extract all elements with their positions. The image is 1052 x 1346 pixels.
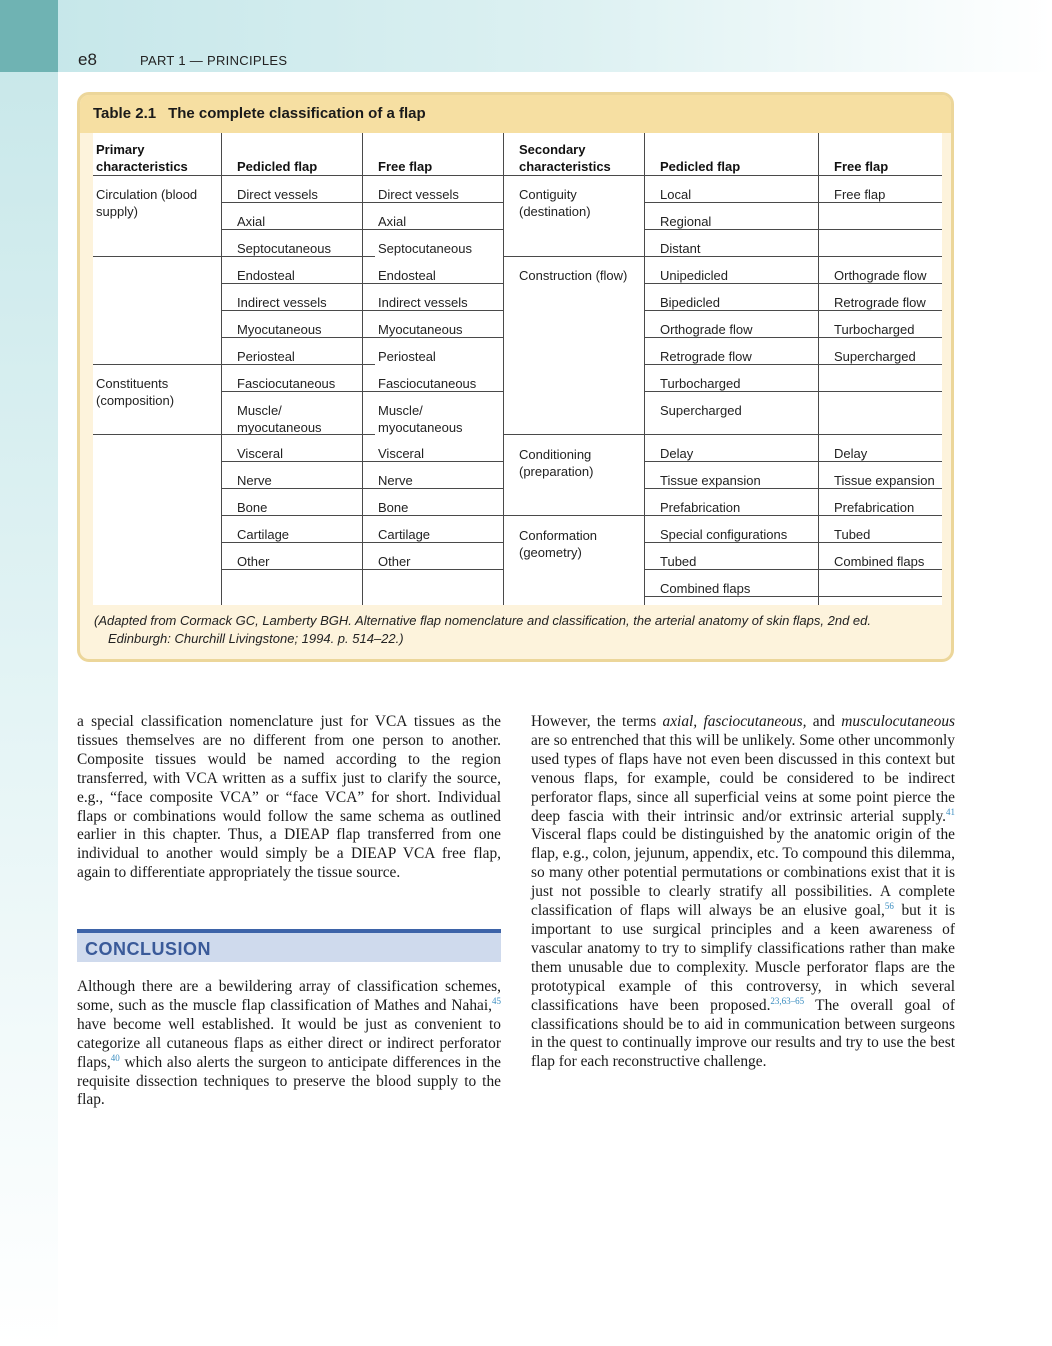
classification-table (93, 133, 942, 605)
text-run: However, the terms (531, 713, 663, 730)
table-cell-secondary-free: Supercharged (834, 349, 916, 364)
row-rule (503, 256, 942, 257)
row-rule (644, 488, 942, 489)
table-cell-secondary-pedicled: Delay (660, 446, 694, 461)
reference-56[interactable]: 56 (884, 900, 894, 911)
text-run: The overall goal of classifications should be to aid in communication between surgeons in the quest to continually improve our results and try to use the best flap for each reconstructive challenge. (531, 996, 956, 1071)
table-cell-pedicled: Periosteal (237, 349, 295, 364)
table-cell-free: Periosteal (378, 349, 436, 364)
row-rule (644, 542, 942, 543)
column-divider (362, 133, 363, 605)
row-rule (644, 337, 942, 338)
table-cell-pedicled: Septocutaneous (237, 241, 331, 256)
row-rule (644, 283, 942, 284)
left-column-top (77, 713, 501, 883)
table-cell-secondary-pedicled: Prefabrication (660, 500, 741, 515)
table-title (93, 105, 426, 122)
header-primary: Primary characteristics (96, 142, 188, 174)
primary-group-circulation: Circulation (blood supply) (96, 187, 198, 219)
table-box (77, 92, 954, 662)
right-column (531, 713, 955, 1072)
header-pedicled: Pedicled flap (237, 159, 318, 174)
paragraph (531, 713, 955, 1072)
table-cell-pedicled: Fasciocutaneous (237, 376, 336, 391)
chapter-tab (0, 0, 58, 72)
text-run: and (806, 713, 842, 730)
caption-line-2: Edinburgh: Churchill Livingstone; 1994. p. 514–22.) (108, 631, 404, 646)
page-number: e8 (78, 50, 97, 69)
column-divider (503, 133, 504, 605)
column-divider (644, 133, 645, 605)
table-cell-free: Cartilage (378, 527, 431, 542)
table-cell-secondary-pedicled: Special configurations (660, 527, 788, 542)
text-run-italic: musculocutaneous (841, 713, 955, 730)
table-cell-secondary-pedicled: Local (660, 187, 692, 202)
table-cell-secondary-pedicled: Regional (660, 214, 712, 229)
table-cell-free: Axial (378, 214, 407, 229)
row-rule (93, 256, 375, 257)
table-grid (93, 133, 942, 605)
table-cell-pedicled: Indirect vessels (237, 295, 327, 310)
header-free: Free flap (378, 159, 433, 174)
text-run: are so entrenched that this will be unlikely. Some other uncommonly used types of flaps have not even been discussed in this context but venous flaps, for example, could be considered to be indirect perforator flaps, since all superficial veins at some point pierce the deep fascia with their intrinsic and/or extrinsic arterial supply. (531, 731, 955, 825)
table-cell-secondary-pedicled: Distant (660, 241, 701, 256)
table-cell-secondary-pedicled: Turbocharged (660, 376, 741, 391)
primary-group-constituents: Constituents (composition) (96, 376, 175, 408)
row-rule (644, 310, 942, 311)
table-cell-secondary-pedicled: Orthograde flow (660, 322, 753, 337)
row-rule (644, 596, 942, 597)
row-rule (644, 202, 942, 203)
conclusion-heading-bar (77, 929, 501, 962)
text-run: Visceral flaps could be distinguished by the anatomic origin of the flap, e.g., colon, jejunum, appendix, etc. To compound this dilemma, so many other potential permutations or combinations exist that it is just not possible to clearly stratify all possibilities. A complete classification of flaps will always be an elusive goal, (531, 826, 955, 920)
paragraph: a special classification nomenclature just for VCA tissues as the tissues themselves are no different from one person to another. Composite tissues would be named according to the region transferred, with VCA written as a suffix just to clarify the source, e.g., “face composite VCA” or “face VCA” for short. Individual flaps or combinations would follow the same schema as outlined earlier in this chapter. Thus, a DIEAP flap transferred from one individual to another would simply be a DIEAP VCA free flap, again to differentiate appropriately the tissue source. (77, 713, 501, 882)
secondary-group-conformation: Conformation (geometry) (519, 528, 598, 560)
table-cell-pedicled: Myocutaneous (237, 322, 322, 337)
table-cell-pedicled: Axial (237, 214, 266, 229)
row-rule (644, 391, 942, 392)
row-rule (503, 434, 942, 435)
table-cell-secondary-pedicled: Tubed (660, 554, 697, 569)
table-cell-secondary-free: Orthograde flow (834, 268, 927, 283)
text-run: but it is important to use surgical principles and a keen awareness of vascular anatomy to try to simplify classifications rather than make them unusable due to complexity. Muscle perforator flaps are the prototypical example of this controversy, in which several classifications have been proposed. (531, 902, 955, 1014)
table-cell-secondary-pedicled: Bipedicled (660, 295, 720, 310)
row-rule (93, 364, 375, 365)
table-cell-free: Myocutaneous (378, 322, 463, 337)
column-divider (221, 133, 222, 605)
table-cell-secondary-free: Prefabrication (834, 500, 915, 515)
table-cell-free: Indirect vessels (378, 295, 468, 310)
table-cell-secondary-free: Tissue expansion (834, 473, 935, 488)
caption-line-1: (Adapted from Cormack GC, Lamberty BGH. Alternative flap nomenclature and classification, the arterial anatomy of skin flaps, 2nd ed. (94, 613, 871, 628)
row-rule (644, 461, 942, 462)
row-rule (644, 569, 942, 570)
table-cell-pedicled: Cartilage (237, 527, 290, 542)
table-cell-pedicled: Visceral (237, 446, 284, 461)
table-cell-free: Direct vessels (378, 187, 459, 202)
table-title-text: The complete classification of a flap (168, 105, 426, 122)
side-strip (0, 72, 58, 1346)
reference-41[interactable]: 41 (946, 806, 955, 817)
secondary-group-contiguity: Contiguity (destination) (519, 187, 591, 219)
header-free-secondary: Free flap (834, 159, 889, 174)
header-pedicled-secondary: Pedicled flap (660, 159, 741, 174)
row-rule (644, 364, 942, 365)
table-cell-free: Visceral (378, 446, 425, 461)
table-cell-secondary-pedicled: Combined flaps (660, 581, 751, 596)
paragraph (77, 978, 501, 1110)
table-cell-secondary-free: Free flap (834, 187, 886, 202)
table-cell-free: Other (378, 554, 411, 569)
table-cell-free: Fasciocutaneous (378, 376, 477, 391)
table-cell-secondary-free: Tubed (834, 527, 871, 542)
table-cell-pedicled: Endosteal (237, 268, 295, 283)
table-cell-pedicled: Other (237, 554, 270, 569)
table-cell-secondary-free: Combined flaps (834, 554, 925, 569)
table-cell-pedicled: Bone (237, 500, 268, 515)
text-run: Although there are a bewildering array of classification schemes, some, such as the muscle flap classification of Mathes and Nahai, (77, 978, 501, 1014)
table-cell-secondary-free: Turbocharged (834, 322, 915, 337)
conclusion-heading: CONCLUSION (85, 939, 211, 959)
text-run: have become well established. It would be just as convenient to categorize all cutaneous flaps as either direct or indirect perforator flaps, (77, 1015, 501, 1071)
table-cell-pedicled: Direct vessels (237, 187, 318, 202)
table-cell-free: Septocutaneous (378, 241, 472, 256)
table-cell-free: Nerve (378, 473, 413, 488)
table-cell-pedicled: Nerve (237, 473, 272, 488)
table-cell-free: Endosteal (378, 268, 436, 283)
table-cell-secondary-pedicled: Supercharged (660, 403, 742, 418)
table-cell-secondary-pedicled: Tissue expansion (660, 473, 761, 488)
left-column-bottom (77, 978, 501, 1110)
text-run-italic: axial, fasciocutaneous, (662, 713, 807, 730)
table-cell-pedicled: Muscle/ myocutaneous (237, 403, 322, 435)
table-cell-secondary-free: Retrograde flow (834, 295, 926, 310)
table-cell-free: Muscle/ myocutaneous (378, 403, 463, 435)
reference-45[interactable]: 45 (492, 995, 501, 1006)
header-secondary: Secondary characteristics (519, 142, 611, 174)
secondary-group-construction: Construction (flow) (519, 268, 628, 283)
table-cell-secondary-pedicled: Unipedicled (660, 268, 728, 283)
table-cell-secondary-pedicled: Retrograde flow (660, 349, 752, 364)
table-cell-secondary-free: Delay (834, 446, 868, 461)
running-head: PART 1 — PRINCIPLES (140, 53, 288, 68)
table-number: Table 2.1 (93, 105, 157, 122)
row-rule (93, 434, 375, 435)
row-rule (644, 229, 942, 230)
column-divider (818, 133, 819, 605)
reference-40[interactable]: 40 (110, 1052, 120, 1063)
secondary-group-conditioning: Conditioning (preparation) (519, 447, 594, 479)
table-title-bar (80, 95, 951, 133)
table-caption (94, 612, 944, 648)
table-cell-free: Bone (378, 500, 409, 515)
reference-23-63-65[interactable]: 23,63–65 (770, 995, 805, 1006)
text-run: which also alerts the surgeon to anticipate differences in the requisite dissection techniques to preserve the blood supply to the flap. (77, 1053, 501, 1109)
row-rule (503, 515, 942, 516)
